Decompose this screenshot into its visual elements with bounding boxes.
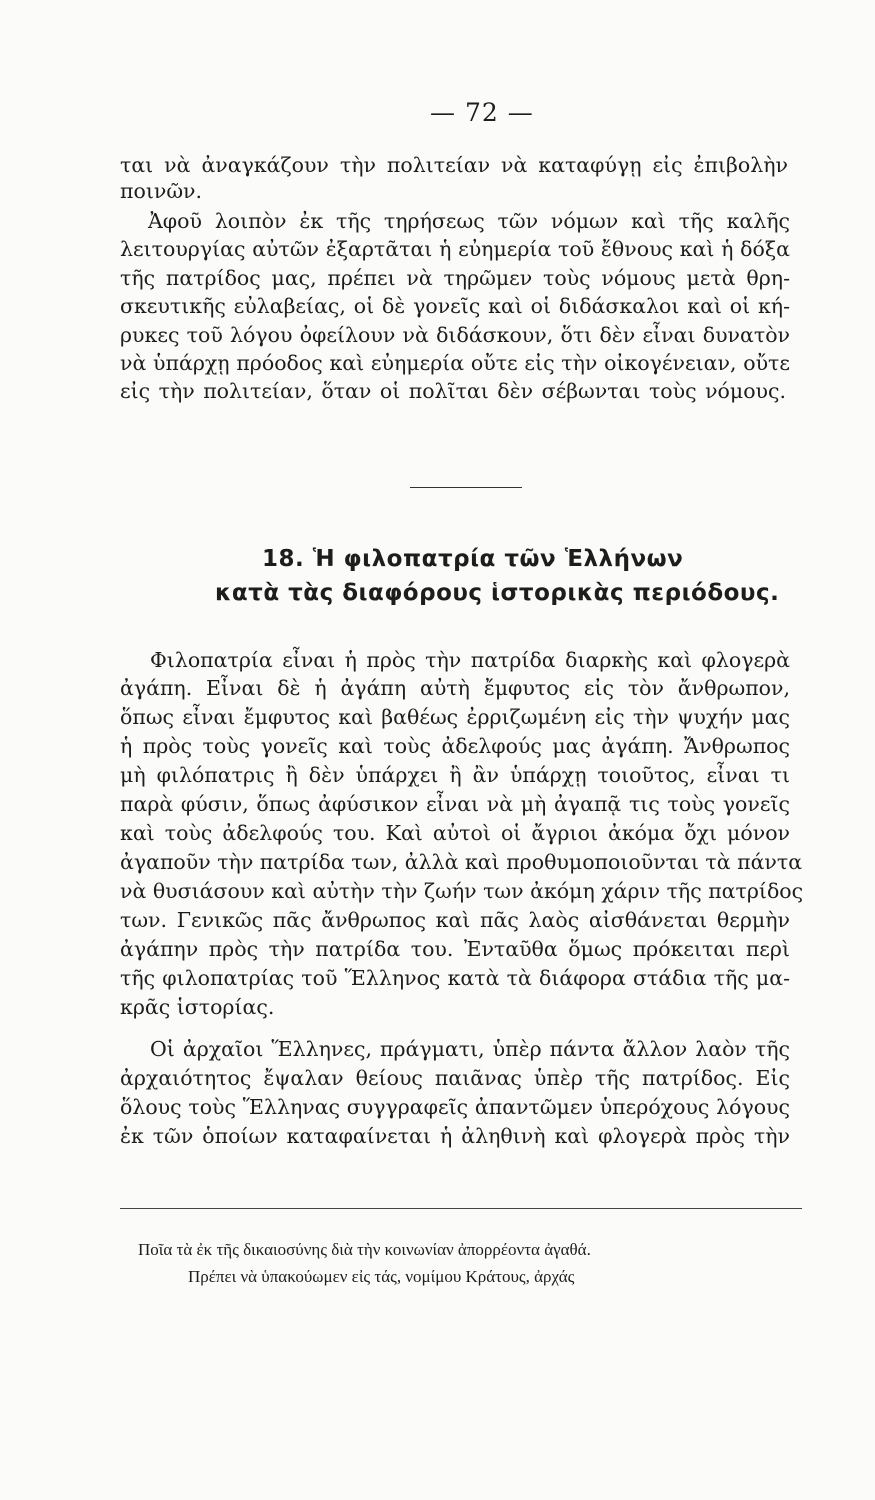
text-line: ρυκες τοῦ λόγου ὀφείλουν νὰ διδάσκουν, ὅτι δὲν εἶναι δυνατὸν [120, 323, 790, 347]
section-title-line: 18. Ἡ φιλοπατρία τῶν Ἑλλήνων [262, 546, 684, 572]
text-line: καὶ τοὺς ἀδελφούς του. Καὶ αὐτοὶ οἱ ἄγριοι ἀκόμα ὄχι μόνον [120, 821, 790, 845]
text-line: νὰ θυσιάσουν καὶ αὐτὴν τὴν ζωήν των ἀκόμη χάριν τῆς πατρίδος [120, 879, 804, 903]
text-line: ποινῶν. [120, 179, 203, 203]
text-line: Οἱ ἀρχαῖοι Ἕλληνες, πράγματι, ὑπὲρ πάντα ἄλλον λαὸν τῆς [150, 1037, 790, 1061]
text-line: τῆς πατρίδος μας, πρέπει νὰ τηρῶμεν τοὺς νόμους μετὰ θρη- [120, 266, 790, 290]
text-line: Φιλοπατρία εἶναι ἡ πρὸς τὴν πατρίδα διαρκὴς καὶ φλογερὰ [150, 648, 790, 672]
text-line: εἰς τὴν πολιτείαν, ὅταν οἱ πολῖται δὲν σέβωνται τοὺς νόμους. [120, 379, 786, 403]
text-line: ἀγαποῦν τὴν πατρίδα των, ἀλλὰ καὶ προθυμοποιοῦνται τὰ πάντα [120, 850, 803, 874]
text-line: σκευτικῆς εὐλαβείας, οἱ δὲ γονεῖς καὶ οἱ διδάσκαλοι καὶ οἱ κή- [120, 294, 790, 318]
text-line: παρὰ φύσιν, ὅπως ἀφύσικον εἶναι νὰ μὴ ἀγαπᾷ τις τοὺς γονεῖς [120, 792, 790, 816]
text-line: ται νὰ ἀναγκάζουν τὴν πολιτείαν νὰ καταφύγῃ εἰς ἐπιβολὴν [120, 153, 788, 177]
text-line: λειτουργίας αὐτῶν ἐξαρτᾶται ἡ εὐημερία τοῦ ἔθνους καὶ ἡ δόξα [120, 237, 790, 261]
page-number: — 72 — [430, 98, 534, 127]
text-line: τῆς φιλοπατρίας τοῦ Ἕλληνος κατὰ τὰ διάφορα στάδια τῆς μα- [120, 966, 790, 990]
text-line: κρᾶς ἱστορίας. [120, 995, 275, 1019]
text-line: ἐκ τῶν ὁποίων καταφαίνεται ἡ ἀληθινὴ καὶ φλογερὰ πρὸς τὴν [120, 1124, 790, 1148]
text-line: ἡ πρὸς τοὺς γονεῖς καὶ τοὺς ἀδελφούς μας ἀγάπη. Ἄνθρωπος [120, 734, 790, 758]
text-line: νὰ ὑπάρχῃ πρόοδος καὶ εὐημερία οὔτε εἰς τὴν οἰκογένειαν, οὔτε [120, 351, 790, 375]
text-line: ἀγάπη. Εἶναι δὲ ἡ ἀγάπη αὐτὴ ἔμφυτος εἰς τὸν ἄνθρωπον, [120, 676, 790, 700]
text-line: ἀγάπην πρὸς τὴν πατρίδα του. Ἐνταῦθα ὅμως πρόκειται περὶ [120, 937, 790, 961]
text-line: ὅπως εἶναι ἔμφυτος καὶ βαθέως ἐρριζωμένη εἰς τὴν ψυχήν μας [120, 705, 790, 729]
text-line: ἀρχαιότητος ἔψαλαν θείους παιᾶνας ὑπὲρ τῆς πατρίδος. Εἰς [120, 1066, 790, 1090]
footer-note: Ποῖα τὰ ἐκ τῆς δικαιοσύνης διὰ τὴν κοινωνίαν ἀπορρέοντα ἀγαθά. [138, 1240, 591, 1259]
section-title-line: κατὰ τὰς διαφόρους ἱστορικὰς περιόδους. [215, 580, 780, 606]
text-line: μὴ φιλόπατρις ἢ δὲν ὑπάρχει ἢ ἂν ὑπάρχῃ τοιοῦτος, εἶναι τι [120, 763, 790, 787]
text-line: των. Γενικῶς πᾶς ἄνθρωπος καὶ πᾶς λαὸς αἰσθάνεται θερμὴν [120, 908, 790, 932]
text-line: ὅλους τοὺς Ἕλληνας συγγραφεῖς ἀπαντῶμεν ὑπερόχους λόγους [120, 1095, 790, 1119]
text-line: Ἀφοῦ λοιπὸν ἐκ τῆς τηρήσεως τῶν νόμων καὶ τῆς καλῆς [148, 209, 790, 233]
section-divider [410, 487, 522, 488]
footer-divider [120, 1208, 802, 1209]
footer-note: Πρέπει νὰ ὑπακούωμεν εἰς τάς, νομίμου Κράτους, ἀρχάς [188, 1267, 575, 1286]
